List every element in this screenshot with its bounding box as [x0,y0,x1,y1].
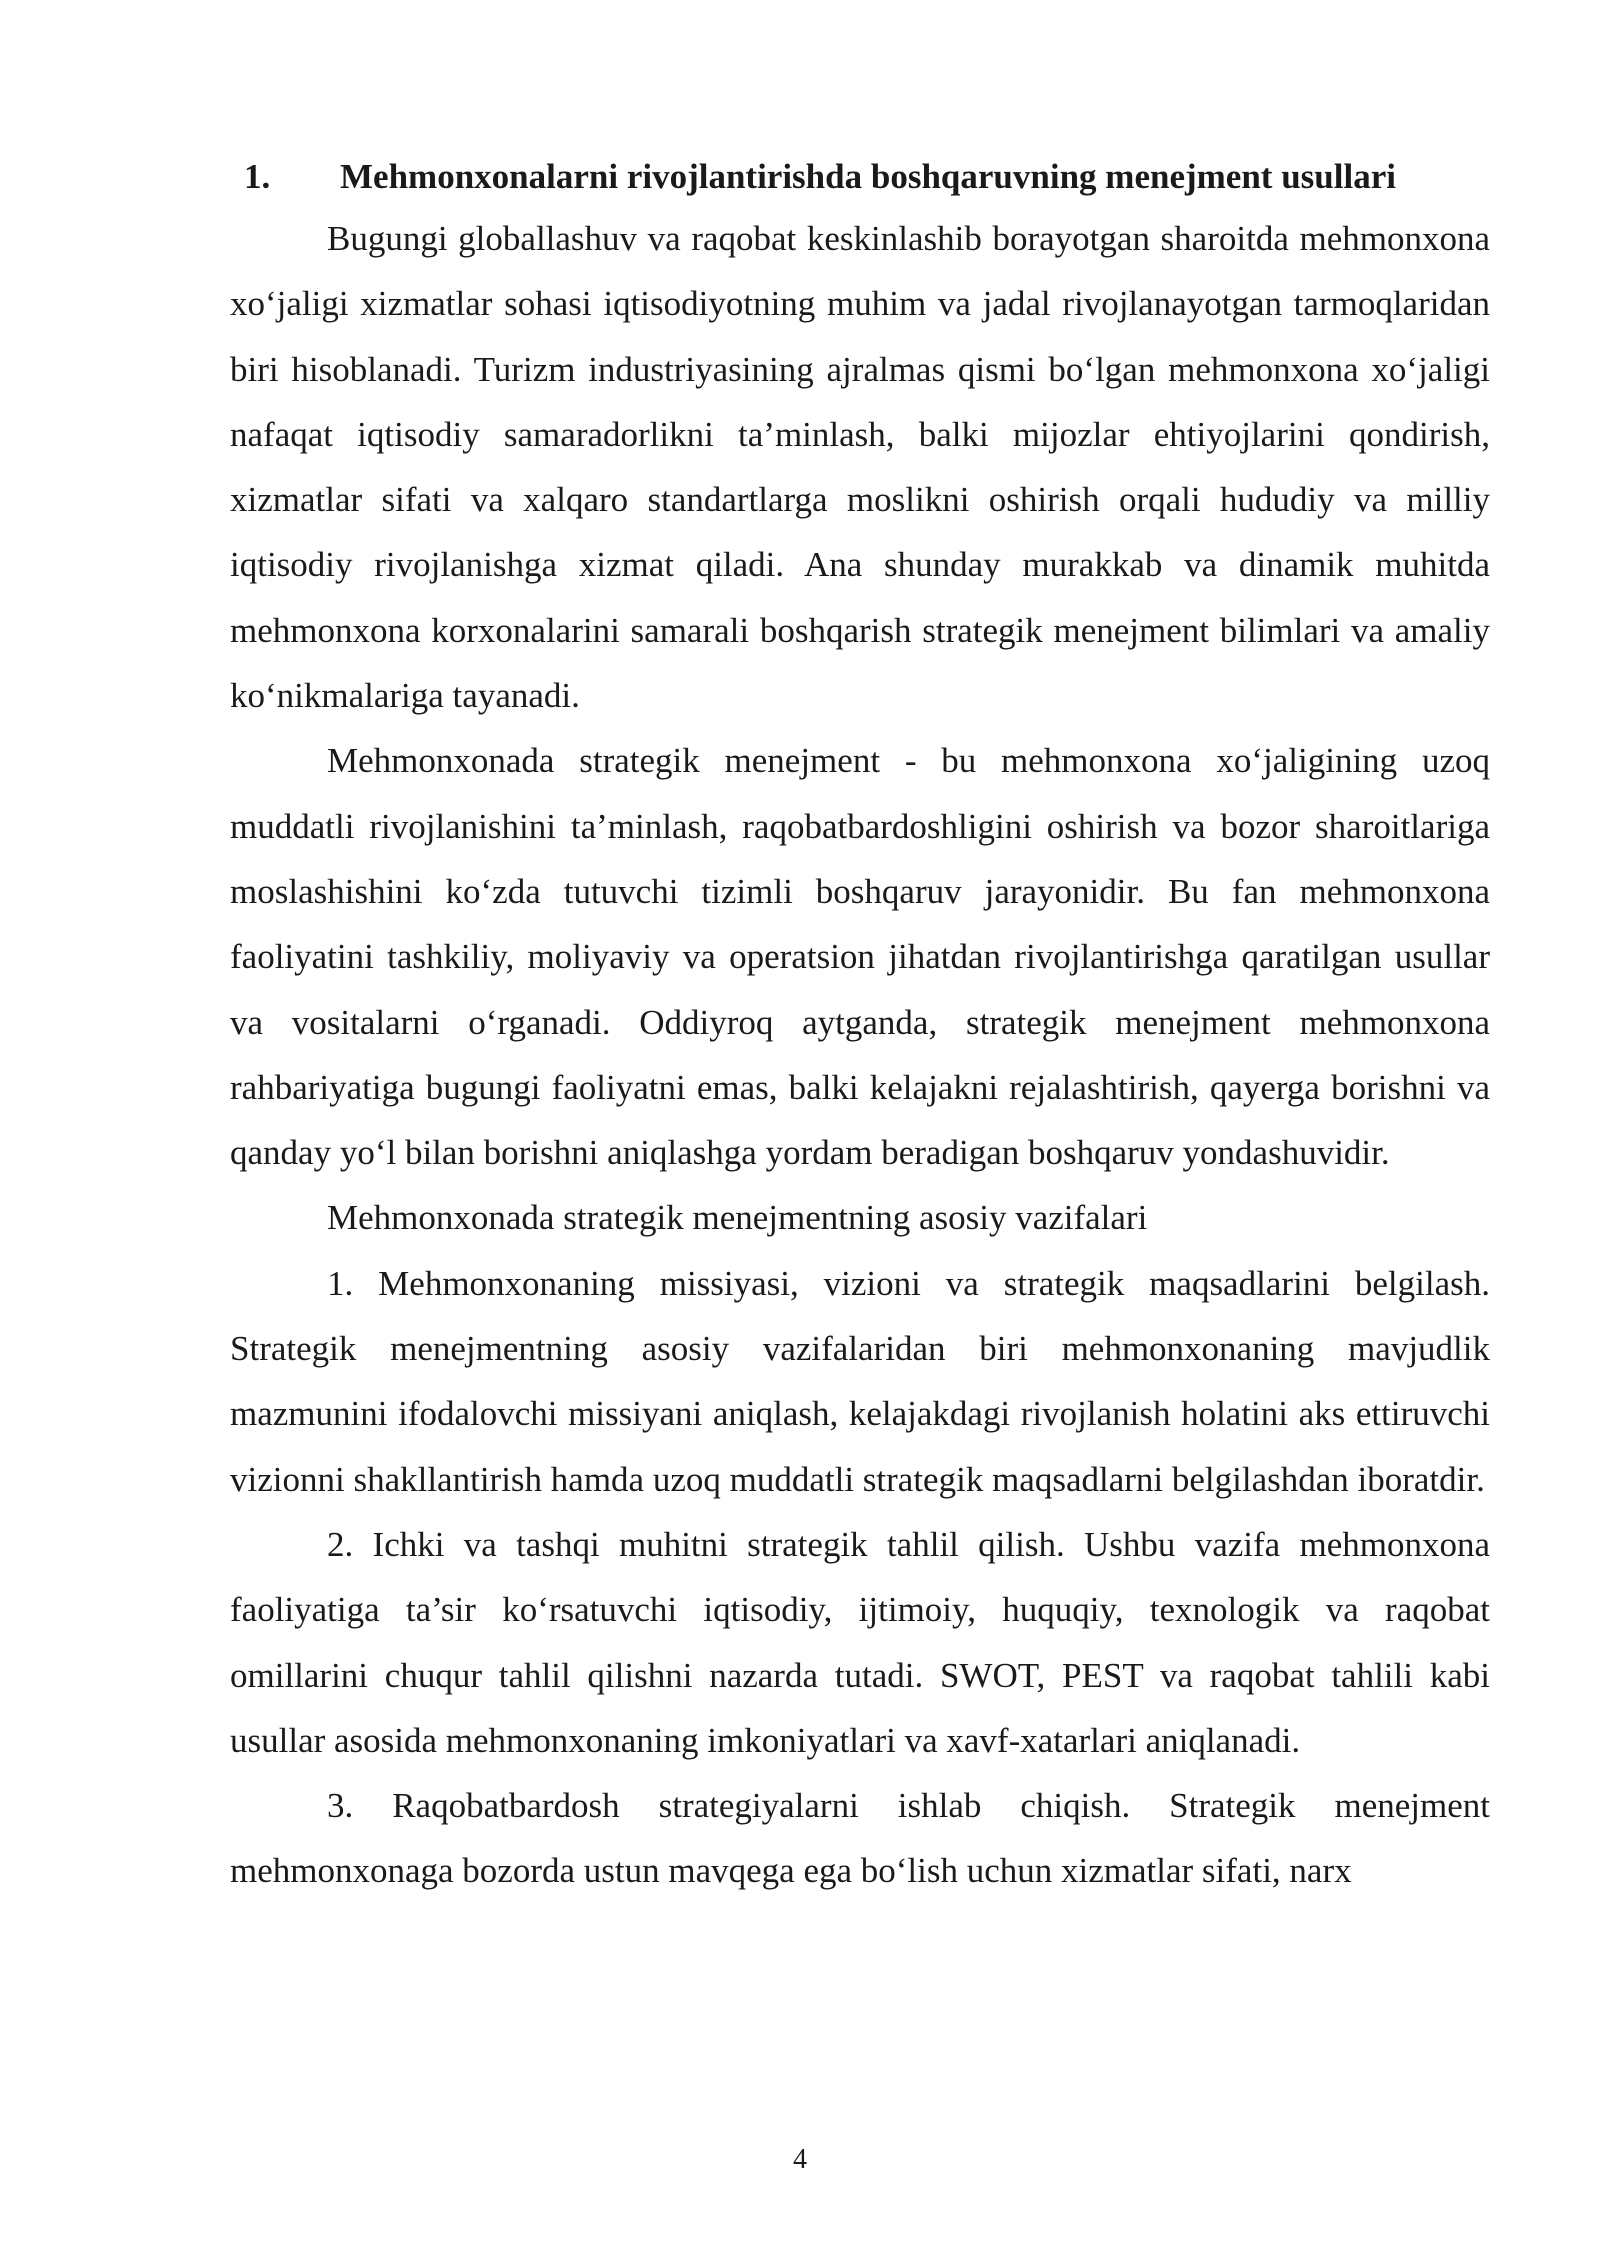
paragraph-item-1: 1. Mehmonxonaning missiyasi, vizioni va strategik maqsadlarini belgilash. Strategik menejmentning asosiy vazifalaridan biri mehmonxonaning mavjudlik mazmunini ifodalovchi missiyani aniqlash, kelajakdagi rivojlanish holatini aks ettiruvchi vizionni shakllantirish hamda uzoq muddatli strategik maqsadlarni belgilashdan iboratdir. [230,1263,1490,1499]
paragraph-item-2: 2. Ichki va tashqi muhitni strategik tahlil qilish. Ushbu vazifa mehmonxona faoliyatiga ta’sir ko‘rsatuvchi iqtisodiy, ijtimoiy, huquqiy, texnologik va raqobat omillarini chuqur tahlil qilishni nazarda tutadi. SWOT, PEST va raqobat tahlili kabi usullar asosida mehmonxonaning imkoniyatlari va xavf-xatarlari aniqlanadi. [230,1524,1490,1760]
section-number: 1. [244,157,271,196]
section-title: Mehmonxonalarni rivojlantirishda boshqaruvning menejment usullari [340,157,1396,196]
paragraph-item-3: 3. Raqobatbardosh strategiyalarni ishlab chiqish. Strategik menejment mehmonxonaga bozorda ustun mavqega ega bo‘lish uchun xizmatlar sifati, narx [230,1786,1490,1891]
section-heading [244,148,1490,206]
paragraph-definition: Mehmonxonada strategik menejment - bu mehmonxona xo‘jaligining uzoq muddatli rivojlanishini ta’minlash, raqobatbardoshligini oshirish va bozor sharoitlariga moslashishini ko‘zda tutuvchi tizimli boshqaruv jarayonidir. Bu fan mehmonxona faoliyatini tashkiliy, moliyaviy va operatsion jihatdan rivojlantirishga qaratilgan usullar va vositalarni o‘rganadi. Oddiyroq aytganda, strategik menejment mehmonxona rahbariyatiga bugungi faoliyatni emas, balki kelajakni rejalashtirish, qayerga borishni va qanday yo‘l bilan borishni aniqlashga yordam beradigan boshqaruv yondashuvidir. [230,741,1490,1173]
paragraph-intro: Bugungi globallashuv va raqobat keskinlashib borayotgan sharoitda mehmonxona xo‘jaligi xizmatlar sohasi iqtisodiyotning muhim va jadal rivojlanayotgan tarmoqlaridan biri hisoblanadi. Turizm industriyasining ajralmas qismi bo‘lgan mehmonxona xo‘jaligi nafaqat iqtisodiy samaradorlikni ta’minlash, balki mijozlar ehtiyojlarini qondirish, xizmatlar sifati va xalqaro standartlarga moslikni oshirish orqali hududiy va milliy iqtisodiy rivojlanishga xizmat qiladi. Ana shunday murakkab va dinamik muhitda mehmonxona korxonalarini samarali boshqarish strategik menejment bilimlari va amaliy ko‘nikmalariga tayanadi. [230,219,1490,716]
page-content [230,148,1490,1904]
page-number: 4 [793,2144,807,2175]
paragraph-subheading: Mehmonxonada strategik menejmentning asosiy vazifalari [327,1198,1148,1238]
